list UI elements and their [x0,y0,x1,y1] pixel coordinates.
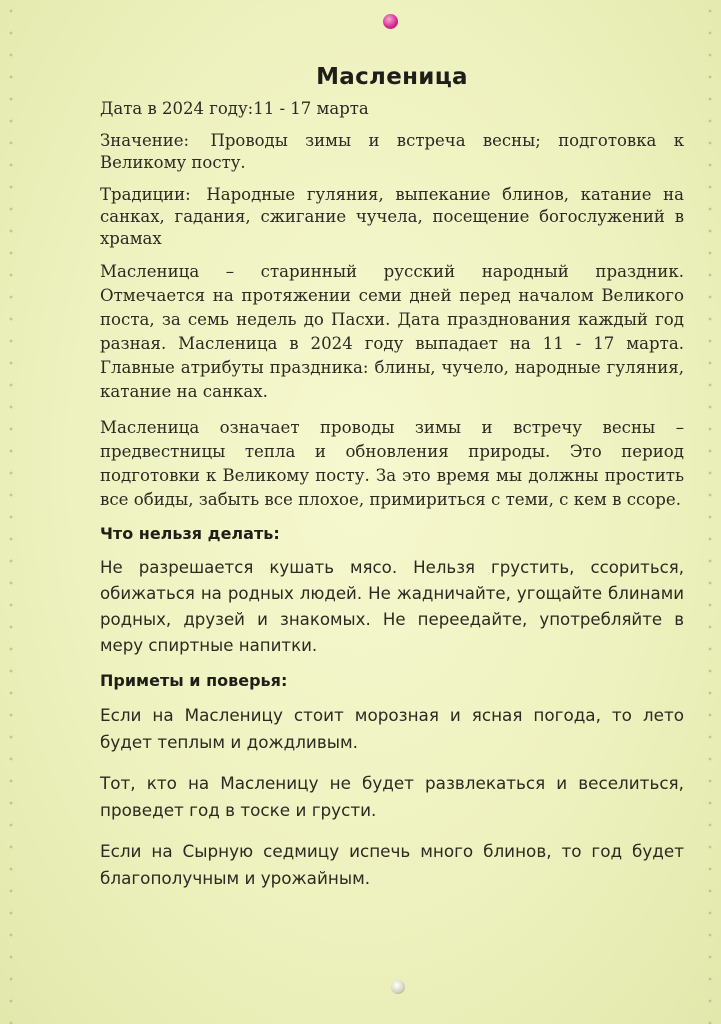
meaning-text: Проводы зимы и встреча весны; подготовка к Великому посту. [100,131,685,172]
dont-text: Не разрешается кушать мясо. Нельзя грустить, ссориться, обижаться на родных людей. Не жадничайте, угощайте блинами родных, друзей и знакомых. Не переедайте, употребляйте в меру спиртные напитки. [100,558,684,655]
sign-item: Если на Масленицу стоит морозная и ясная погода, то лето будет теплым и дождливым. [100,705,684,752]
dont-heading: Что нельзя делать: [100,524,280,543]
sign-item: Если на Сырную седмицу испечь много блинов, то год будет благополучным и урожайным. [100,841,684,888]
traditions-label: Традиции: [100,185,191,204]
traditions-text: Народные гуляния, выпекание блинов, катание на санках, гадания, сжигание чучела, посещение богослужений в храмах [100,185,684,248]
meaning-label: Значение: [100,131,190,150]
traditions-block [100,184,684,250]
meaning-paragraph: Масленица означает проводы зимы и встречу весны – предвестницы тепла и обновления природы. Это период подготовки к Великому посту. За это время мы должны простить все обиды, забыть все плохое, примириться с теми, с кем в ссоре. [100,418,684,509]
meaning-block [100,130,684,174]
signs-list [100,702,684,892]
page-title: Масленица [316,64,468,90]
signs-heading: Приметы и поверья: [100,671,288,690]
date-line: Дата в 2024 году:11 - 17 марта [100,99,369,118]
dotted-border-right [703,0,717,1024]
page-content [100,64,684,906]
sign-item: Тот, кто на Масленицу не будет развлекаться и веселиться, проведет год в тоске и грусти. [100,773,684,820]
intro-paragraph: Масленица – старинный русский народный праздник. Отмечается на протяжении семи дней перед началом Великого поста, за семь недель до Пасхи. Дата празднования каждый год разная. Масленица в 2024 году выпадает на 11 - 17 марта. Главные атрибуты праздника: блины, чучело, народные гуляния, катание на санках. [100,262,684,401]
pink-pin-icon [383,14,398,29]
dotted-border-left [4,0,18,1024]
bead-icon [391,980,405,994]
